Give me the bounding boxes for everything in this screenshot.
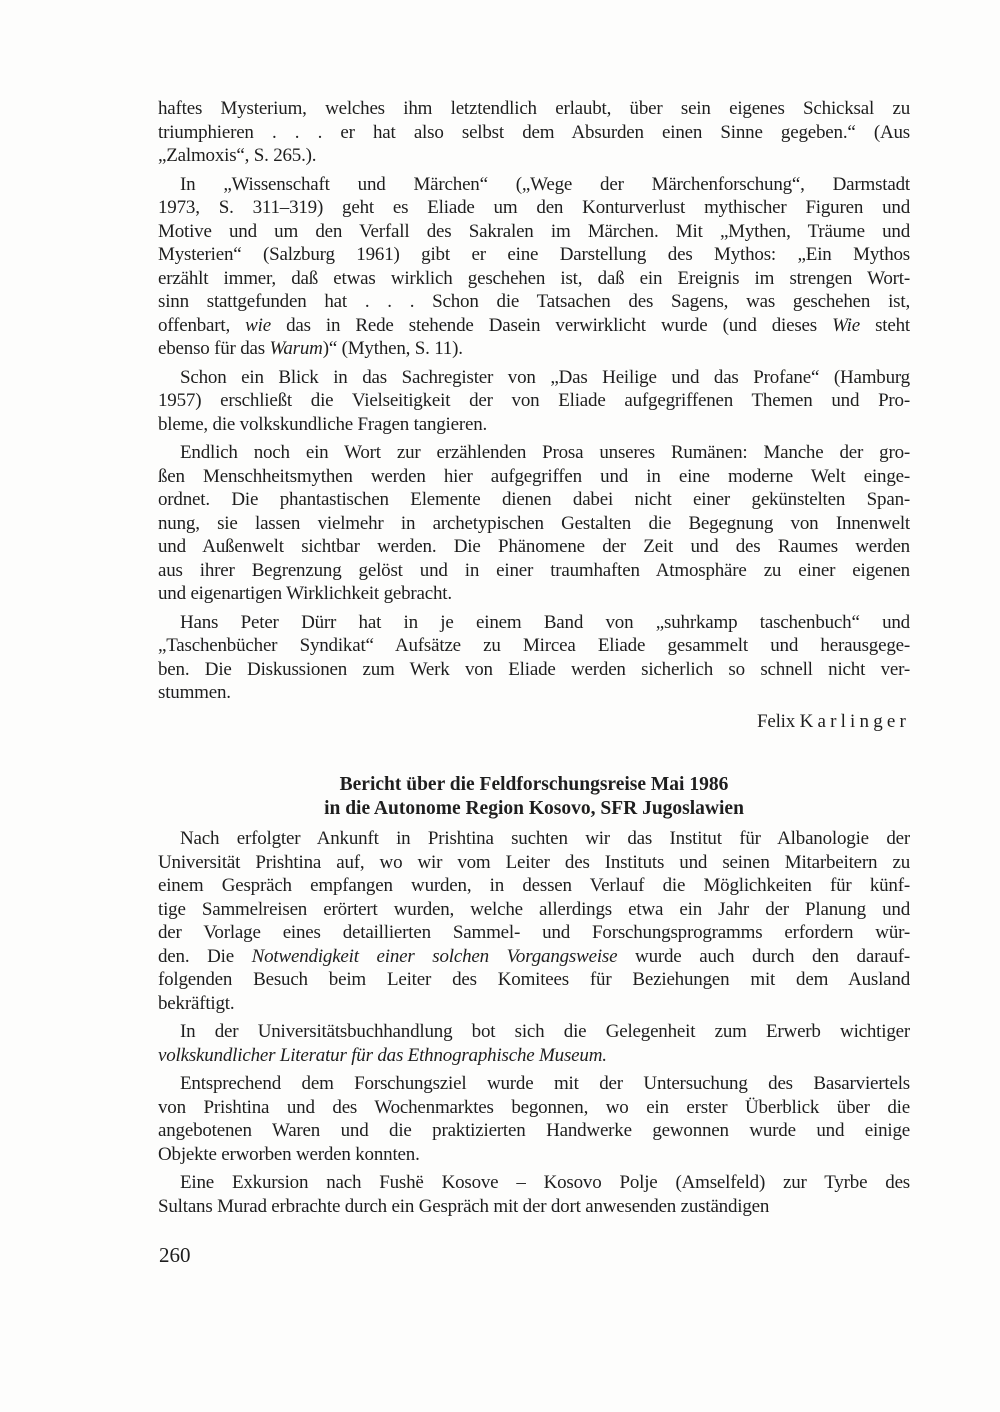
paragraph-sachregister — [158, 366, 910, 437]
text-run: In „Wissenschaft und Märchen“ („Wege der Märchenforschung“, Darmstadt — [180, 173, 910, 195]
text-line — [158, 1143, 910, 1167]
text-line — [158, 634, 910, 658]
text-run: Sultans Murad erbrachte durch ein Gespräch mit der dort anwesenden zuständigen — [158, 1195, 770, 1217]
section-heading — [158, 773, 910, 821]
text-column — [158, 97, 910, 1223]
text-line — [158, 968, 910, 992]
text-line — [158, 441, 910, 465]
text-run: folgenden Besuch beim Leiter des Komitees für Beziehungen mit dem Ausland — [158, 969, 910, 990]
text-run: 1957) erschließt die Vielseitigkeit der von Eliade aufgegriffenen Themen und Pro- — [158, 390, 910, 411]
text-run: angebotenen Waren und die praktizierten Handwerke gewonnen wurde und einige — [158, 1120, 910, 1141]
text-line — [158, 582, 910, 606]
text-run: Hans Peter Dürr hat in je einem Band von „suhrkamp taschenbuch“ und — [180, 611, 910, 633]
italic-run: Wie — [832, 314, 860, 336]
paragraph-exkursion — [158, 1171, 910, 1218]
text-run: )“ (Mythen, S. 11). — [322, 338, 463, 359]
text-line — [158, 851, 910, 875]
text-run: und eigenartigen Wirklichkeit gebracht. — [158, 583, 452, 604]
text-run: offenbart, — [158, 314, 246, 336]
text-run: bleme, die volkskundliche Fragen tangieren. — [158, 413, 488, 435]
text-run: von Prishtina und des Wochenmarktes begonnen, wo ein erster Überblick über die — [158, 1096, 910, 1118]
text-run: ben. Die Diskussionen zum Werk von Eliade werden sicherlich so schnell nicht ver- — [158, 658, 910, 680]
text-run: haftes Mysterium, welches ihm letztendlich erlaubt, über sein eigenes Schicksal zu — [158, 98, 910, 119]
text-line — [158, 1020, 910, 1044]
text-line — [158, 827, 910, 851]
text-line — [158, 413, 910, 437]
text-line — [158, 797, 910, 821]
text-run: Entsprechend dem Forschungsziel wurde mit der Untersuchung des Basarviertels — [180, 1073, 910, 1094]
italic-run: volkskundlicher Literatur für das Ethnographische Museum. — [158, 1044, 607, 1066]
text-line — [158, 658, 910, 682]
text-run: erzählt immer, daß etwas wirklich geschehen ist, daß ein Ereignis im strengen Wort- — [158, 267, 910, 289]
text-run: einem Gespräch empfangen wurden, in dessen Verlauf die Möglichkeiten für künf- — [158, 875, 910, 896]
text-run: Objekte erworben werden konnten. — [158, 1143, 420, 1165]
text-line — [158, 1171, 910, 1195]
text-line — [158, 121, 910, 145]
paragraph-erzaehlende-prosa — [158, 441, 910, 606]
text-line — [158, 97, 910, 121]
italic-run: wie — [245, 314, 271, 336]
text-line — [158, 1072, 910, 1096]
text-run: der Vorlage eines detaillierten Sammel- und Forschungsprogramms erfordern wür- — [158, 922, 910, 943]
text-run: Endlich noch ein Wort zur erzählenden Prosa unseres Rumänen: Manche der gro- — [180, 442, 910, 463]
text-line — [158, 220, 910, 244]
paragraph-ankunft-prishtina — [158, 827, 910, 1015]
text-line — [158, 512, 910, 536]
text-line — [158, 1096, 910, 1120]
text-run: Motive und um den Verfall des Sakralen im Märchen. Mit „Mythen, Träume und — [158, 220, 910, 242]
text-run: sinn stattgefunden hat . . . Schon die Tatsachen des Sagens, was geschehen ist, — [158, 291, 910, 312]
paragraph-buchhandlung — [158, 1020, 910, 1067]
text-run: Nach erfolgter Ankunft in Prishtina suchten wir das Institut für Albanologie der — [180, 828, 910, 849]
text-run: das in Rede stehende Dasein verwirklicht wurde (und dieses — [270, 314, 833, 336]
text-run: und Außenwelt sichtbar werden. Die Phänomene der Zeit und des Raumes werden — [158, 536, 910, 557]
text-line — [158, 611, 910, 635]
text-line — [158, 1119, 910, 1143]
text-run: ordnet. Die phantastischen Elemente dienen dabei nicht einer gekünstelten Span- — [158, 489, 910, 510]
text-line — [158, 465, 910, 489]
text-line — [158, 559, 910, 583]
text-run: aus ihrer Begrenzung gelöst und in einer traumhaften Atmosphäre zu einer eigenen — [158, 559, 910, 581]
text-line — [158, 196, 910, 220]
text-run: In der Universitätsbuchhandlung bot sich die Gelegenheit zum Erwerb wichtiger — [180, 1021, 910, 1042]
text-run: „Zalmoxis“, S. 265.). — [158, 145, 317, 166]
text-run: triumphieren . . . er hat also selbst dem Absurden einen Sinne gegeben.“ (Aus — [158, 121, 910, 143]
paragraph-basarviertel — [158, 1072, 910, 1166]
text-run: Mysterien“ (Salzburg 1961) gibt er eine Darstellung des Mythos: „Ein Mythos — [158, 244, 910, 265]
text-line — [158, 1044, 910, 1068]
italic-run: Notwendigkeit einer solchen Vorgangsweise — [251, 945, 618, 967]
paragraph-wissenschaft-und-maerchen — [158, 173, 910, 361]
text-run: „Taschenbücher Syndikat“ Aufsätze zu Mircea Eliade gesammelt und herausgege- — [158, 635, 910, 656]
text-line — [158, 1195, 910, 1219]
text-line — [158, 267, 910, 291]
text-run: nung, sie lassen vielmehr in archetypischen Gestalten die Begegnung von Innenwelt — [158, 512, 910, 534]
text-run: in die Autonome Region Kosovo, SFR Jugoslawien — [324, 798, 744, 819]
italic-run: Warum — [269, 338, 323, 359]
text-line — [158, 337, 910, 361]
text-run: bekräftigt. — [158, 992, 235, 1014]
text-line — [158, 366, 910, 390]
text-line — [158, 173, 910, 197]
text-run: ebenso für das — [158, 338, 270, 359]
text-run: 1973, S. 311–319) geht es Eliade um den Konturverlust mythischer Figuren und — [158, 197, 910, 218]
text-run: Eine Exkursion nach Fushë Kosove – Kosovo Polje (Amselfeld) zur Tyrbe des — [180, 1172, 910, 1193]
text-line — [158, 314, 910, 338]
paragraph-duerr-baende — [158, 611, 910, 705]
text-line — [158, 921, 910, 945]
text-run: wurde auch durch den darauf- — [617, 945, 910, 967]
text-run: Felix — [756, 710, 800, 732]
text-run: stummen. — [158, 682, 231, 703]
page-number: 260 — [159, 1243, 191, 1267]
text-line — [158, 389, 910, 413]
text-line — [158, 710, 910, 734]
text-line — [158, 898, 910, 922]
text-line — [158, 243, 910, 267]
text-line — [158, 874, 910, 898]
paragraph-continued — [158, 97, 910, 168]
text-line — [158, 144, 910, 168]
text-line — [158, 488, 910, 512]
text-line — [158, 681, 910, 705]
text-run: Bericht über die Feldforschungsreise Mai 1986 — [339, 774, 729, 795]
text-line — [158, 535, 910, 559]
text-line — [158, 290, 910, 314]
text-run: tige Sammelreisen erörtert wurden, welche allerdings etwa ein Jahr der Planung und — [158, 898, 910, 920]
text-line — [158, 773, 910, 797]
text-run: ßen Menschheitsmythen werden hier aufgegriffen und in eine moderne Welt einge- — [158, 465, 910, 487]
text-line — [158, 992, 910, 1016]
text-line — [158, 945, 910, 969]
text-run: steht — [860, 314, 910, 336]
text-run: Schon ein Blick in das Sachregister von „Das Heilige und das Profane“ (Hamburg — [180, 366, 910, 388]
text-run: den. Die — [158, 945, 252, 967]
author-signature — [158, 710, 910, 734]
text-run: Universität Prishtina auf, wo wir vom Leiter des Instituts und seinen Mitarbeitern zu — [158, 851, 910, 873]
text-run: Karlinger — [799, 710, 910, 732]
